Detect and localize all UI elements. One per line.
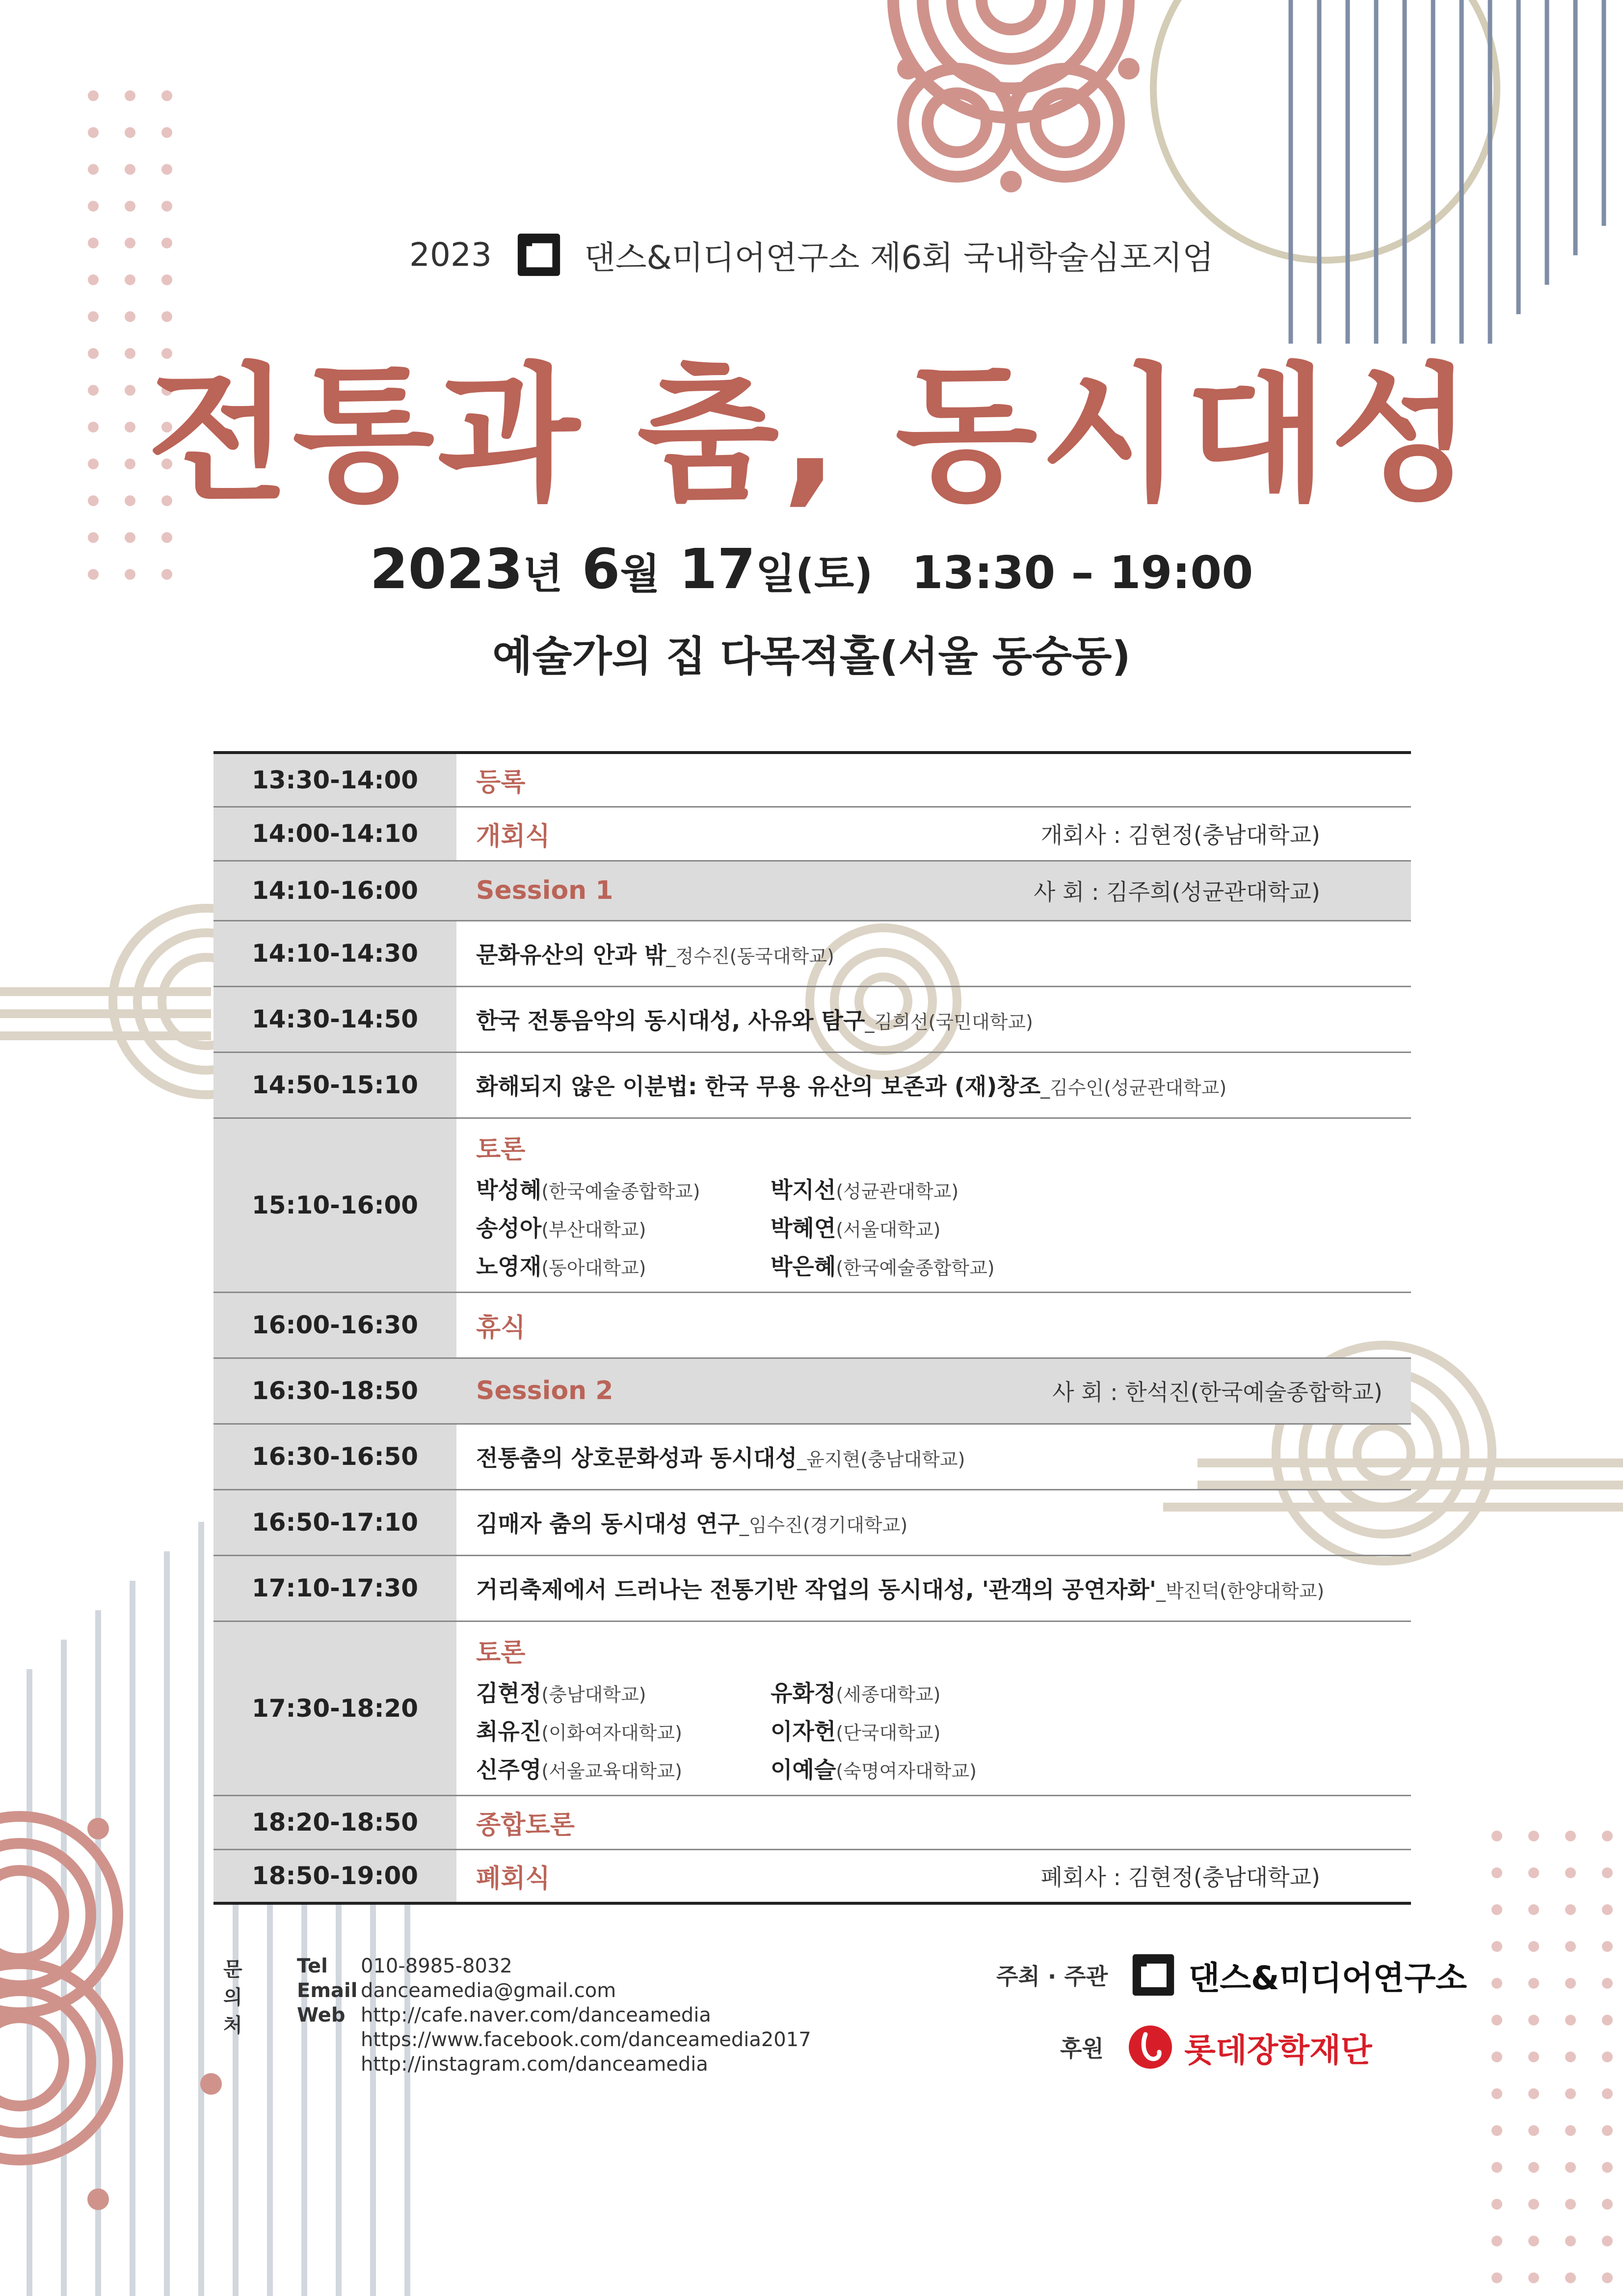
talk-title: 한국 전통음악의 동시대성, 사유와 탐구 [476, 1007, 865, 1034]
schedule-row [213, 1358, 1411, 1424]
decor-dot [1528, 1904, 1539, 1915]
schedule-time: 18:50-19:00 [213, 1849, 456, 1903]
schedule-content [456, 986, 1411, 1052]
decor-dot [161, 90, 172, 101]
panelist-affiliation: (한국예술종합학교) [541, 1181, 700, 1202]
decor-dot [161, 164, 172, 175]
panelist [476, 1714, 771, 1746]
decor-dot [1491, 2272, 1502, 2283]
decor-dot [1491, 1831, 1502, 1841]
decor-dot [1491, 1904, 1502, 1915]
schedule-row [213, 1424, 1411, 1489]
row-title: Session 1 [476, 876, 613, 905]
decor-dot [125, 201, 135, 212]
decor-dot [1528, 2088, 1539, 2099]
decor-dot [1528, 2272, 1539, 2283]
panelist-affiliation: (충남대학교) [541, 1684, 646, 1705]
panelist-affiliation: (서울교육대학교) [541, 1760, 682, 1782]
panel-list [476, 1675, 1411, 1784]
row-role: 폐회사 : 김현정(충남대학교) [1040, 1864, 1320, 1891]
decor-dot [1528, 1941, 1539, 1952]
date-month-unit: 월 [620, 550, 660, 598]
discussion-title: 토론 [476, 1135, 526, 1164]
lotte-logo-icon [1126, 2023, 1175, 2072]
event-time: 13:30 – 19:00 [911, 546, 1253, 599]
tel-value: 010-8985-8032 [361, 1955, 512, 1977]
decor-dot [1528, 1867, 1539, 1878]
decor-dot [1491, 2052, 1502, 2062]
decor-dot [88, 201, 99, 212]
decor-dot [88, 90, 99, 101]
talk-title: 화해되지 않은 이분법: 한국 무용 유산의 보존과 (재)창조 [476, 1073, 1041, 1100]
date-day: 17 [679, 538, 756, 601]
decor-dot [1528, 2125, 1539, 2136]
panelist-affiliation: (부산대학교) [541, 1219, 646, 1241]
decor-dot [1565, 2236, 1576, 2246]
host-label: 주최 · 주관 [996, 1963, 1108, 1990]
talk-speaker: _임수진(경기대학교) [739, 1514, 908, 1536]
schedule-time: 14:00-14:10 [213, 807, 456, 861]
row-role: 개회사 : 김현정(충남대학교) [1040, 822, 1320, 848]
panelist-name: 박지선 [771, 1177, 836, 1203]
web-label: Web [297, 2004, 346, 2026]
decor-dot [1565, 1904, 1576, 1915]
row-title: 종합토론 [476, 1810, 575, 1840]
schedule-time: 13:30-14:00 [213, 753, 456, 807]
date-weekday: (토) [795, 550, 873, 598]
host-name: 댄스&미디어연구소 [1188, 1959, 1467, 1997]
event-venue: 예술가의 집 다목적홀(서울 동숭동) [492, 632, 1131, 680]
row-role: 사 회 : 한석진(한국예술종합학교) [1052, 1379, 1383, 1405]
decor-dot [1565, 2125, 1576, 2136]
schedule-time: 14:10-16:00 [213, 861, 456, 920]
panelist-affiliation: (서울대학교) [836, 1219, 941, 1241]
panel-list [476, 1172, 1411, 1281]
schedule-row [213, 861, 1411, 920]
talk-speaker: _정수진(동국대학교) [666, 945, 834, 967]
row-title: 개회식 [476, 821, 550, 851]
schedule-row [213, 1849, 1411, 1903]
decor-dot [1528, 1831, 1539, 1841]
schedule-content [456, 1118, 1411, 1292]
panelist-affiliation: (한국예술종합학교) [836, 1257, 995, 1279]
decor-dot [1565, 1941, 1576, 1952]
row-title: 폐회식 [476, 1864, 550, 1893]
email-label: Email [297, 1979, 358, 2002]
schedule-time: 14:30-14:50 [213, 986, 456, 1052]
schedule-time: 14:10-14:30 [213, 920, 456, 986]
decor-dot [1491, 2088, 1502, 2099]
talk-title: 문화유산의 안과 밖 [476, 942, 666, 968]
decor-dot [1602, 2199, 1613, 2210]
schedule-row [213, 1118, 1411, 1292]
panelist-affiliation: (성균관대학교) [836, 1181, 959, 1202]
decor-dot [1491, 2015, 1502, 2026]
panelist-name: 이자헌 [771, 1718, 836, 1745]
decor-dot [1602, 1831, 1613, 1841]
schedule-row [213, 1489, 1411, 1555]
contact-label: 문의처 [223, 1958, 242, 2037]
decor-dot [1528, 2162, 1539, 2173]
sponsor-label: 후원 [1060, 2035, 1104, 2062]
decor-dot [1602, 2272, 1613, 2283]
schedule-time: 16:30-18:50 [213, 1358, 456, 1424]
panelist-name: 박성혜 [476, 1177, 542, 1203]
decor-dot [1528, 1978, 1539, 1989]
talk-speaker: _박진덕(한양대학교) [1156, 1580, 1325, 1602]
schedule-row [213, 1292, 1411, 1358]
web-link-facebook[interactable]: https://www.facebook.com/danceamedia2017 [361, 2028, 811, 2051]
decor-dot [1491, 1867, 1502, 1878]
schedule-row [213, 1555, 1411, 1621]
panelist-name: 김현정 [476, 1680, 542, 1706]
decor-dot [1602, 2052, 1613, 2062]
date-day-unit: 일 [755, 550, 796, 598]
panelist-name: 신주영 [476, 1756, 542, 1783]
panelist-name: 이예슬 [771, 1756, 836, 1783]
panelist [476, 1211, 771, 1243]
decor-dot [1602, 2162, 1613, 2173]
web-link-instagram[interactable]: http://instagram.com/danceamedia [361, 2053, 708, 2076]
schedule-content [456, 1795, 1411, 1849]
schedule-content [456, 1292, 1411, 1358]
panelist [476, 1752, 771, 1784]
schedule-time: 16:30-16:50 [213, 1424, 456, 1489]
panelist-affiliation: (세종대학교) [836, 1684, 941, 1705]
decor-dot [1491, 2199, 1502, 2210]
schedule-row [213, 986, 1411, 1052]
schedule-time: 16:50-17:10 [213, 1489, 456, 1555]
schedule-content [456, 920, 1411, 986]
panelist-affiliation: (이화여자대학교) [541, 1722, 682, 1744]
panelist [771, 1249, 1065, 1281]
schedule-content [456, 1489, 1411, 1555]
schedule-time: 16:00-16:30 [213, 1292, 456, 1358]
decor-dot [1602, 1904, 1613, 1915]
panelist [771, 1211, 1065, 1243]
panelist [476, 1172, 771, 1205]
schedule-time: 17:30-18:20 [213, 1621, 456, 1795]
decor-dot [1528, 2052, 1539, 2062]
header-event: 제6회 국내학술심포지엄 [870, 239, 1214, 277]
decor-dot [1565, 2272, 1576, 2283]
sponsor-row [1060, 2023, 1372, 2072]
decor-dot [1602, 1867, 1613, 1878]
schedule-row [213, 1621, 1411, 1795]
header-year: 2023 [409, 236, 492, 274]
panelist [771, 1752, 1065, 1784]
schedule-row [213, 1795, 1411, 1849]
discussion-title: 토론 [476, 1638, 526, 1668]
schedule-table [213, 751, 1411, 1905]
talk-speaker: _윤지현(충남대학교) [797, 1449, 965, 1470]
decor-dot [1565, 2199, 1576, 2210]
schedule-content [456, 1555, 1411, 1621]
decor-dot [125, 164, 135, 175]
panelist [771, 1172, 1065, 1205]
schedule-content [456, 1621, 1411, 1795]
date-year: 2023 [370, 538, 523, 601]
beige-circle-top-right [1153, 0, 1497, 260]
main-title: 전통과 춤, 동시대성 [147, 350, 1476, 521]
talk-speaker: _김수인(성균관대학교) [1040, 1077, 1227, 1099]
date-year-unit: 년 [523, 550, 563, 598]
decor-dot [125, 127, 135, 138]
talk-title: 김매자 춤의 동시대성 연구 [476, 1511, 740, 1537]
schedule-content [456, 1052, 1411, 1118]
schedule-content [456, 1424, 1411, 1489]
schedule-time: 14:50-15:10 [213, 1052, 456, 1118]
decor-dot [1602, 1941, 1613, 1952]
event-date [0, 538, 1623, 601]
dance-media-logo-icon [1130, 1951, 1177, 1999]
dance-media-logo-icon [515, 231, 563, 279]
decor-dot [161, 127, 172, 138]
schedule-time: 15:10-16:00 [213, 1118, 456, 1292]
panelist-name: 송성아 [476, 1215, 542, 1242]
panelist-affiliation: (숙명여자대학교) [836, 1760, 977, 1782]
decor-dot [88, 127, 99, 138]
event-header [0, 231, 1623, 279]
panelist [771, 1675, 1065, 1708]
schedule-row [213, 1052, 1411, 1118]
decor-dot [125, 90, 135, 101]
row-title: 등록 [476, 768, 526, 798]
panelist-name: 박혜연 [771, 1215, 836, 1242]
header-org-name: 댄스&미디어연구소 [584, 239, 860, 277]
decor-dot [1491, 2162, 1502, 2173]
decor-dot [1565, 2088, 1576, 2099]
panelist [771, 1714, 1065, 1746]
blue-lines-top-right [1291, 0, 1604, 344]
decor-dot [1565, 1978, 1576, 1989]
decor-dot [161, 201, 172, 212]
talk-speaker: _김희선(국민대학교) [865, 1011, 1033, 1033]
sponsor-name: 롯데장학재단 [1184, 2031, 1372, 2069]
decor-dot [1565, 1831, 1576, 1841]
decor-dot [1528, 2015, 1539, 2026]
decor-dot [1491, 1978, 1502, 1989]
panelist-name: 노영재 [476, 1253, 542, 1280]
schedule-row [213, 753, 1411, 807]
decor-dot [1602, 2236, 1613, 2246]
talk-title: 거리축제에서 드러나는 전통기반 작업의 동시대성, '관객의 공연자화' [476, 1576, 1156, 1603]
schedule-time: 18:20-18:50 [213, 1795, 456, 1849]
row-title: Session 2 [476, 1376, 613, 1405]
decor-dot [1565, 2162, 1576, 2173]
panelist-name: 박은혜 [771, 1253, 836, 1280]
panelist-name: 최유진 [476, 1718, 542, 1745]
tel-label: Tel [297, 1955, 328, 1977]
decor-dot [1491, 2125, 1502, 2136]
panelist-affiliation: (단국대학교) [836, 1722, 941, 1744]
decor-dot [1602, 2015, 1613, 2026]
panelist [476, 1675, 771, 1708]
decor-dot [1602, 2125, 1613, 2136]
decor-dot [1491, 1941, 1502, 1952]
host-row [996, 1951, 1467, 1999]
web-link-cafe[interactable]: http://cafe.naver.com/danceamedia [361, 2004, 711, 2026]
row-title: 휴식 [476, 1313, 526, 1343]
decor-dot [1565, 2052, 1576, 2062]
schedule-content [456, 1849, 1411, 1903]
dot-grid-bottom-right [1491, 1831, 1613, 2296]
schedule-content [456, 753, 1411, 807]
panelist [476, 1249, 771, 1281]
decor-dot [1528, 2199, 1539, 2210]
schedule-content [456, 807, 1411, 861]
cloud-rings-top [893, 0, 1129, 177]
decor-dot [1491, 2236, 1502, 2246]
schedule-time: 17:10-17:30 [213, 1555, 456, 1621]
schedule-content [456, 1358, 1411, 1424]
schedule-row [213, 920, 1411, 986]
schedule-content [456, 861, 1411, 920]
schedule-row [213, 807, 1411, 861]
date-month: 6 [582, 538, 620, 601]
decor-dot [1528, 2236, 1539, 2246]
talk-title: 전통춤의 상호문화성과 동시대성 [476, 1445, 798, 1471]
panelist-affiliation: (동아대학교) [541, 1257, 646, 1279]
beige-lines-left [0, 992, 211, 1036]
decor-dot [1565, 2015, 1576, 2026]
row-role: 사 회 : 김주희(성균관대학교) [1033, 879, 1320, 905]
decor-dot [1565, 1867, 1576, 1878]
panelist-name: 유화정 [771, 1680, 836, 1706]
decor-dot [88, 164, 99, 175]
email-link[interactable]: danceamedia@gmail.com [361, 1979, 616, 2002]
decor-dot [1602, 1978, 1613, 1989]
decor-dot [1602, 2088, 1613, 2099]
